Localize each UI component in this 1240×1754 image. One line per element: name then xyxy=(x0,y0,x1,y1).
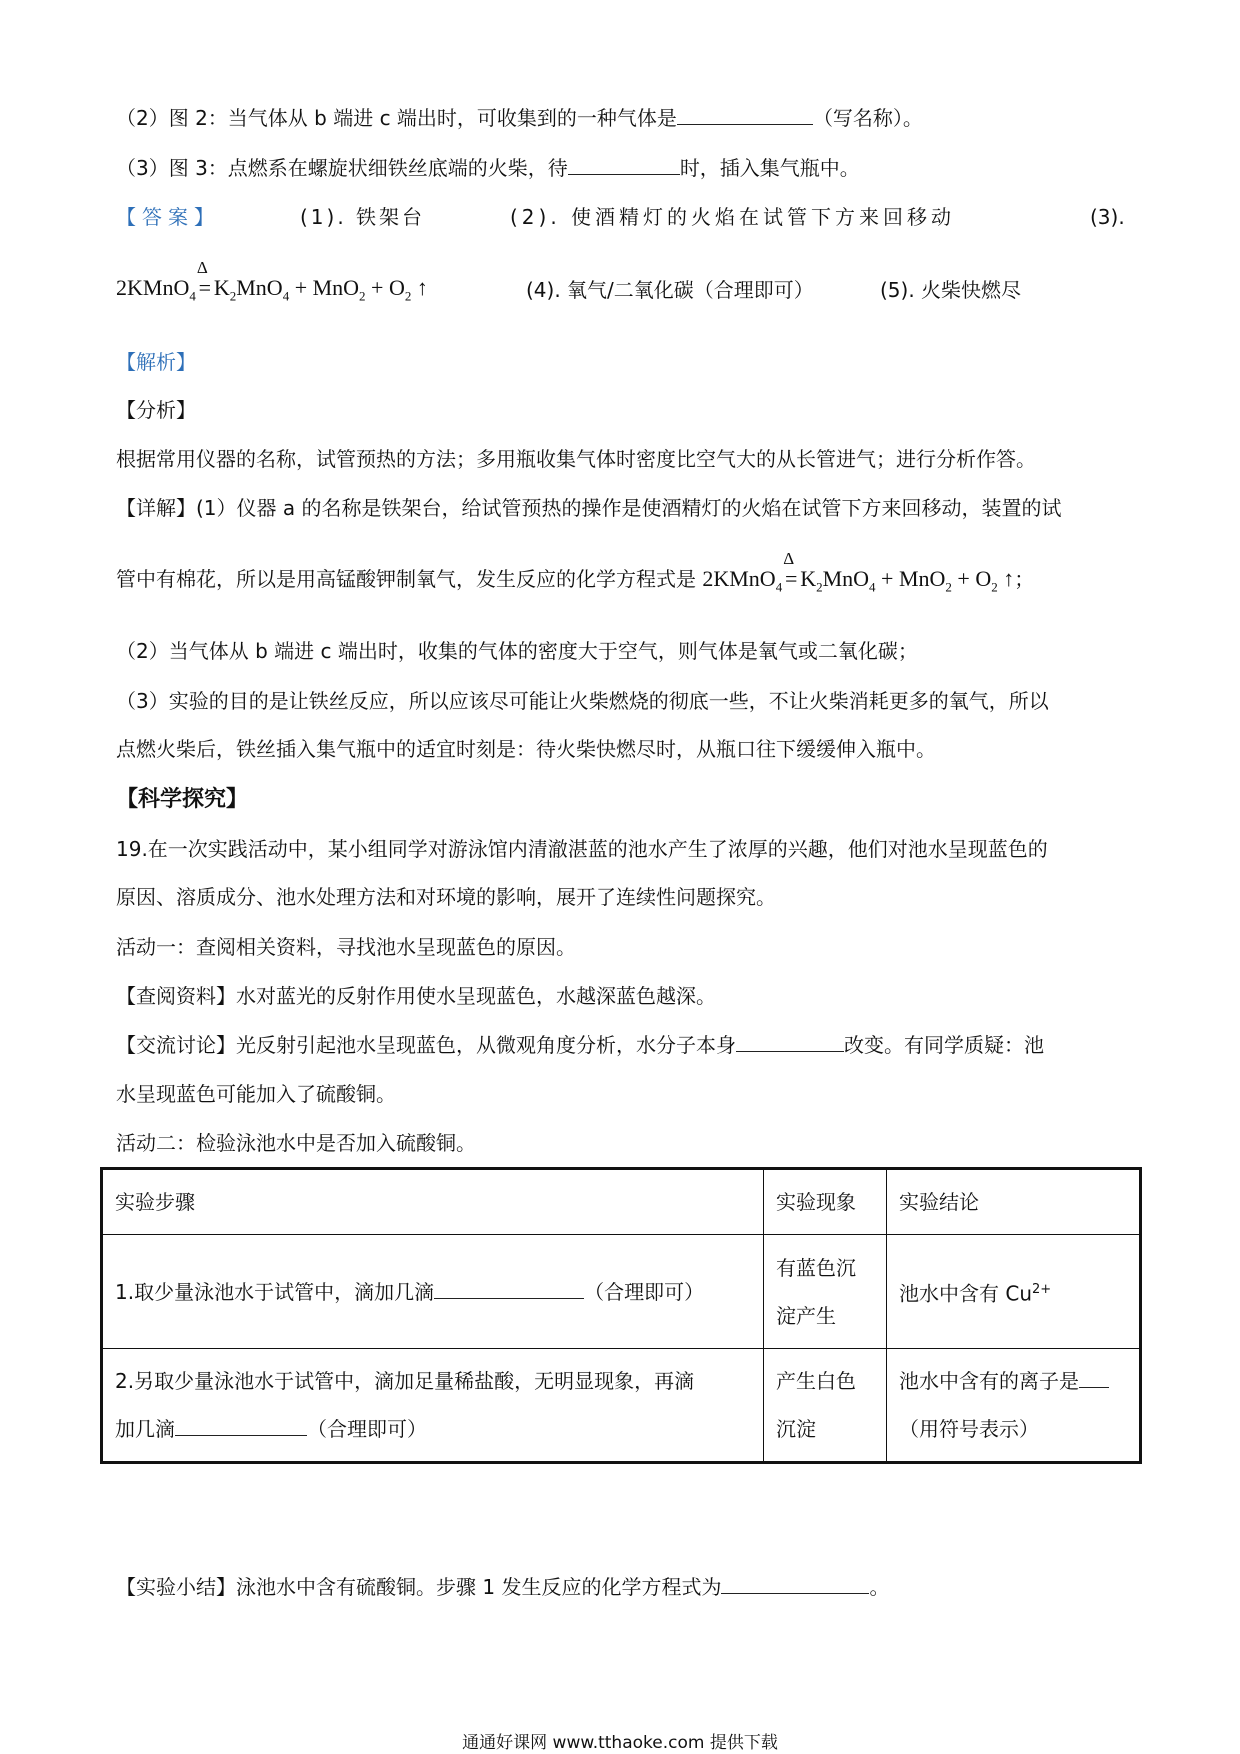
answer-item-1: (1). 铁架台 xyxy=(300,205,426,229)
answer-item-3: (3). xyxy=(1090,205,1125,229)
answer-blank[interactable] xyxy=(568,154,680,175)
table-cell xyxy=(102,1235,764,1349)
activity-1: 活动一：查阅相关资料，寻找池水呈现蓝色的原因。 xyxy=(116,935,576,959)
ion-charge: 2+ xyxy=(1032,1281,1052,1297)
phenomenon-line: 淀产生 xyxy=(776,1303,836,1328)
q19-line-2: 原因、溶质成分、池水处理方法和对环境的影响，展开了连续性问题探究。 xyxy=(116,885,776,909)
xiangjie-equation xyxy=(702,549,1015,595)
eq-sub: 4 xyxy=(282,288,290,304)
step-text: 1.取少量泳池水于试管中，滴加几滴 xyxy=(115,1279,435,1304)
eq-product-k: K xyxy=(213,275,230,300)
answer-blank[interactable] xyxy=(175,1415,307,1436)
eq-product-mno4: MnO xyxy=(236,275,283,300)
step-suffix: （合理即可） xyxy=(307,1417,427,1441)
eq-sub: 2 xyxy=(229,288,237,304)
eq-product-mno2: + MnO xyxy=(289,275,360,300)
fenxi-text: 根据常用仪器的名称，试管预热的方法；多用瓶收集气体时密度比空气大的从长管进气；进行分析作答。 xyxy=(116,447,1036,471)
fenxi-label: 【分析】 xyxy=(116,398,196,422)
xiangjie-line-1: 【详解】(1）仪器 a 的名称是铁架台，给试管预热的操作是使酒精灯的火焰在试管下方来回移动，装置的试 xyxy=(116,496,1062,520)
heat-condition: Δ = xyxy=(196,274,214,302)
eq-product-o2: + O xyxy=(365,275,405,300)
table-row xyxy=(102,1235,1141,1349)
answer-2 xyxy=(510,203,955,231)
activity-2: 活动二：检验泳池水中是否加入硫酸铜。 xyxy=(116,1131,476,1155)
eq-sub: 2 xyxy=(991,579,998,595)
table-cell xyxy=(887,1235,1141,1349)
conclusion-text: 池水中含有 Cu xyxy=(899,1281,1032,1306)
experiment-summary xyxy=(116,1573,889,1601)
jiaoliu-line-2: 水呈现蓝色可能加入了硫酸铜。 xyxy=(116,1082,396,1106)
gas-arrow-icon: ↑ xyxy=(411,275,428,300)
answer-3 xyxy=(1090,203,1125,231)
answer-1 xyxy=(300,203,425,231)
summary-text: 【实验小结】泳池水中含有硫酸铜。步骤 1 发生反应的化学方程式为 xyxy=(116,1575,722,1599)
phenomenon-line: 有蓝色沉 xyxy=(776,1255,856,1280)
delta-icon: Δ xyxy=(783,549,795,568)
eq-sub: 4 xyxy=(775,579,783,595)
table-row xyxy=(102,1349,1141,1463)
answer-item-4: (4). 氧气/二氧化碳（合理即可） xyxy=(526,278,814,302)
eq-sub: 2 xyxy=(359,288,366,304)
table-header: 实验步骤 xyxy=(102,1169,764,1235)
q19-line-1: 19.在一次实践活动中，某小组同学对游泳馆内清澈湛蓝的池水产生了浓厚的兴趣，他们对池水呈现蓝色的 xyxy=(116,837,1048,861)
table-cell xyxy=(887,1349,1141,1463)
step-text-line-2 xyxy=(115,1405,751,1453)
xiangjie-line-5: 点燃火柴后，铁丝插入集气瓶中的适宜时刻是：待火柴快燃尽时，从瓶口往下缓缓伸入瓶中。 xyxy=(116,737,936,761)
answer-blank[interactable] xyxy=(721,1573,869,1594)
answer-blank[interactable] xyxy=(1079,1367,1109,1388)
answer-blank[interactable] xyxy=(736,1031,844,1052)
answer-4 xyxy=(526,276,814,304)
step-text: 2.另取少量泳池水于试管中，滴加足量稀盐酸，无明显现象，再滴 xyxy=(115,1369,695,1393)
eq-product-mno2: + MnO xyxy=(875,566,946,591)
eq-sub: 4 xyxy=(869,579,876,595)
xiangjie-end: ； xyxy=(1014,567,1035,591)
phenomenon-line: 沉淀 xyxy=(776,1417,816,1441)
q18-part3-suffix: 时，插入集气瓶中。 xyxy=(679,156,860,180)
table-cell xyxy=(764,1235,887,1349)
table-cell xyxy=(764,1349,887,1463)
eq-sub: 4 xyxy=(189,288,196,304)
q18-part3 xyxy=(116,154,860,182)
jiaoliu-suffix: 改变。有同学质疑：池 xyxy=(844,1033,1044,1057)
answer-item-2: (2). 使酒精灯的火焰在试管下方来回移动 xyxy=(510,205,956,229)
table-header: 实验现象 xyxy=(764,1169,887,1235)
chayue-ziliao: 【查阅资料】水对蓝光的反射作用使水呈现蓝色，水越深蓝色越深。 xyxy=(116,984,716,1008)
eq-product-o2: + O xyxy=(951,566,992,591)
xiangjie-line-2 xyxy=(116,549,1035,601)
analysis-label: 【解析】 xyxy=(116,350,196,374)
delta-icon: Δ xyxy=(196,258,208,277)
eq-product-mno4: MnO xyxy=(822,566,870,591)
eq-product-k: K xyxy=(800,566,817,591)
science-heading: 【科学探究】 xyxy=(116,787,249,812)
eq-reactant: 2KMnO xyxy=(116,275,190,300)
xiangjie-line-4: （3）实验的目的是让铁丝反应，所以应该尽可能让火柴燃烧的彻底一些，不让火柴消耗更多的氧气，所以 xyxy=(116,689,1049,713)
eq-reactant: 2KMnO xyxy=(702,566,776,591)
jiaoliu-line-1 xyxy=(116,1031,1044,1059)
xiangjie-line-3: （2）当气体从 b 端进 c 端出时，收集的气体的密度大于空气，则气体是氧气或二氧化碳； xyxy=(116,639,918,663)
table-header-row xyxy=(102,1169,1141,1235)
q18-part2-text: （2）图 2：当气体从 b 端进 c 端出时，可收集到的一种气体是 xyxy=(116,106,677,130)
answer-item-5: (5). 火柴快燃尽 xyxy=(880,278,1022,302)
eq-sub: 2 xyxy=(404,288,412,304)
xiangjie-line-2-text: 管中有棉花，所以是用高锰酸钾制氧气，发生反应的化学方程式是 xyxy=(116,567,696,591)
q18-part2 xyxy=(116,104,923,132)
answer-equation xyxy=(116,258,428,310)
heat-condition: Δ = xyxy=(782,565,800,593)
experiment-table xyxy=(100,1167,1142,1464)
gas-arrow-icon: ↑ xyxy=(997,566,1015,591)
eq-sub: 2 xyxy=(816,579,823,595)
answer-blank[interactable] xyxy=(434,1278,584,1299)
phenomenon-line: 产生白色 xyxy=(776,1369,856,1393)
conclusion-text: （用符号表示） xyxy=(899,1417,1039,1441)
answer-label: 【答案】 xyxy=(116,205,220,229)
q18-part2-suffix: （写名称）。 xyxy=(812,106,923,130)
answer-blank[interactable] xyxy=(677,104,813,125)
answer-line xyxy=(116,203,220,231)
step-suffix: （合理即可） xyxy=(584,1279,705,1304)
conclusion-text: 池水中含有的离子是 xyxy=(899,1369,1079,1393)
q18-part3-text: （3）图 3：点燃系在螺旋状细铁丝底端的火柴，待 xyxy=(116,156,568,180)
step-text: 加几滴 xyxy=(115,1417,175,1441)
eq-sub: 2 xyxy=(945,579,952,595)
answer-5 xyxy=(880,276,1021,304)
page-footer: 通通好课网 www.tthaoke.com 提供下载 xyxy=(462,1733,778,1753)
table-header: 实验结论 xyxy=(887,1169,1141,1235)
jiaoliu-text: 【交流讨论】光反射引起池水呈现蓝色，从微观角度分析，水分子本身 xyxy=(116,1033,736,1057)
summary-suffix: 。 xyxy=(869,1575,890,1599)
table-cell xyxy=(102,1349,764,1463)
